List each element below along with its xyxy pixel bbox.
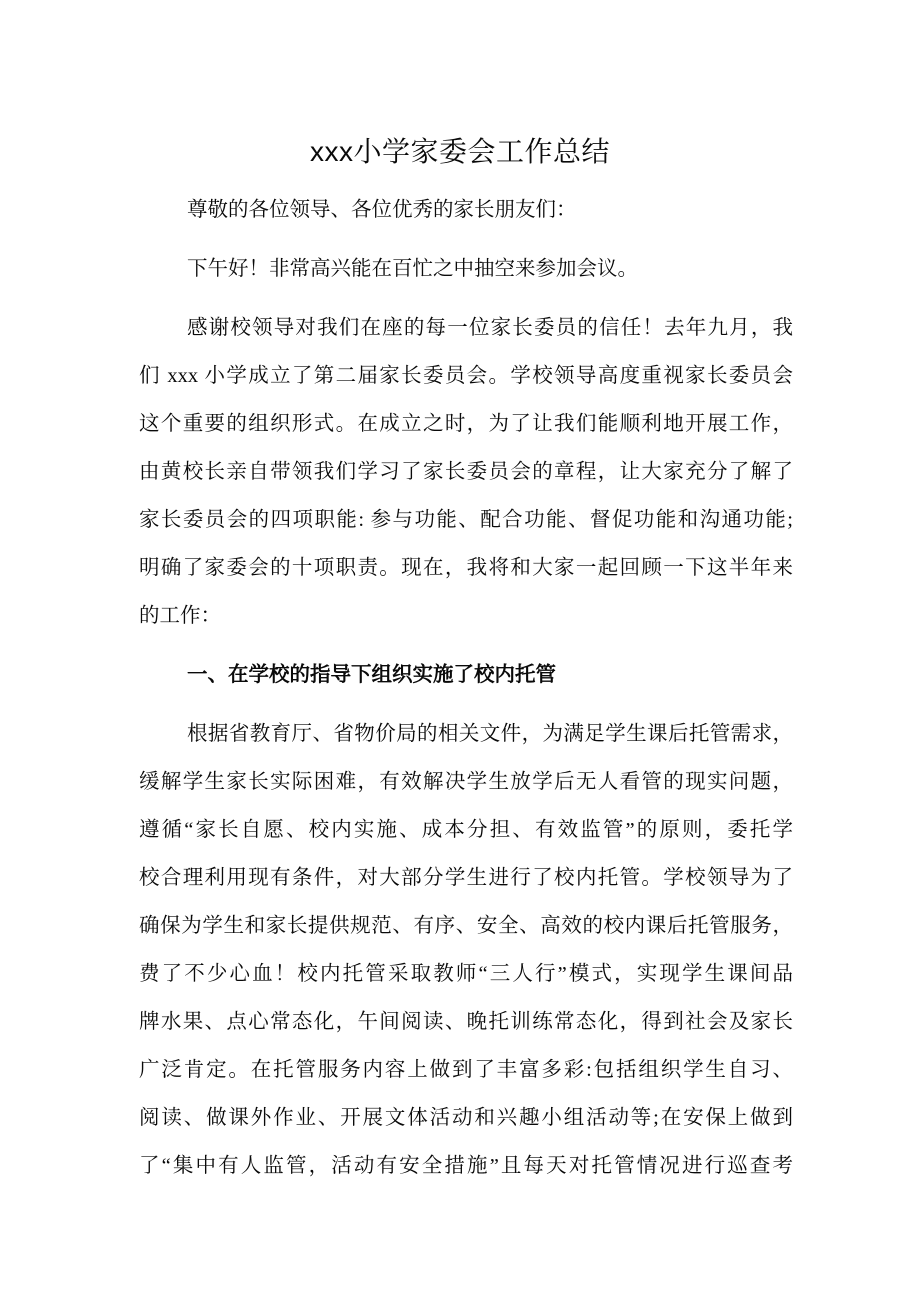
paragraph-line: 感谢校领导对我们在座的每一位家长委员的信任！去年九月，我: [187, 317, 793, 339]
intro-paragraph: [139, 304, 793, 640]
paragraph-line: 校合理利用现有条件，对大部分学生进行了校内托管。学校领导为了: [139, 867, 793, 889]
section-heading: 一、在学校的指导下组织实施了校内托管: [187, 663, 556, 686]
paragraph-line: 遵循“家长自愿、校内实施、成本分担、有效监管”的原则，委托学: [139, 819, 793, 841]
document-body: [139, 186, 793, 1201]
greeting-line: 尊敬的各位领导、各位优秀的家长朋友们：: [187, 199, 577, 221]
paragraph-line: 广泛肯定。在托管服务内容上做到了丰富多彩:包括组织学生自习、: [139, 1059, 793, 1081]
section-1-paragraph: [139, 710, 793, 1190]
paragraph-line: 明确了家委会的十项职责。现在，我将和大家一起回顾一下这半年来: [139, 557, 793, 579]
paragraph-line: 确保为学生和家长提供规范、有序、安全、高效的校内课后托管服务，: [139, 915, 793, 937]
paragraph-line: 费了不少心血！校内托管采取教师“三人行”模式，实现学生课间品: [139, 963, 793, 985]
paragraph-line: 家长委员会的四项职能: 参与功能、配合功能、督促功能和沟通功能;: [139, 509, 793, 531]
opening-line: 下午好！非常高兴能在百忙之中抽空来参加会议。: [187, 258, 638, 280]
paragraph-line: 这个重要的组织形式。在成立之时，为了让我们能顺利地开展工作，: [139, 413, 793, 435]
paragraph-line: 了“集中有人监管，活动有安全措施”且每天对托管情况进行巡查考: [139, 1155, 793, 1177]
greeting-paragraph: [139, 186, 793, 234]
paragraph-line: 阅读、做课外作业、开展文体活动和兴趣小组活动等;在安保上做到: [139, 1107, 793, 1129]
paragraph-line: 们 xxx 小学成立了第二届家长委员会。学校领导高度重视家长委员会: [139, 365, 793, 387]
paragraph-line: 缓解学生家长实际困难，有效解决学生放学后无人看管的现实问题，: [139, 771, 793, 793]
paragraph-line: 根据省教育厅、省物价局的相关文件，为满足学生课后托管需求，: [187, 723, 793, 745]
paragraph-line: 的工作：: [139, 605, 221, 627]
document-title: xxx小学家委会工作总结: [309, 136, 610, 167]
paragraph-line: 由黄校长亲自带领我们学习了家长委员会的章程，让大家充分了解了: [139, 461, 793, 483]
opening-paragraph: [139, 245, 793, 293]
section-1-heading-block: [139, 651, 793, 699]
paragraph-line: 牌水果、点心常态化，午间阅读、晚托训练常态化，得到社会及家长: [139, 1011, 793, 1033]
